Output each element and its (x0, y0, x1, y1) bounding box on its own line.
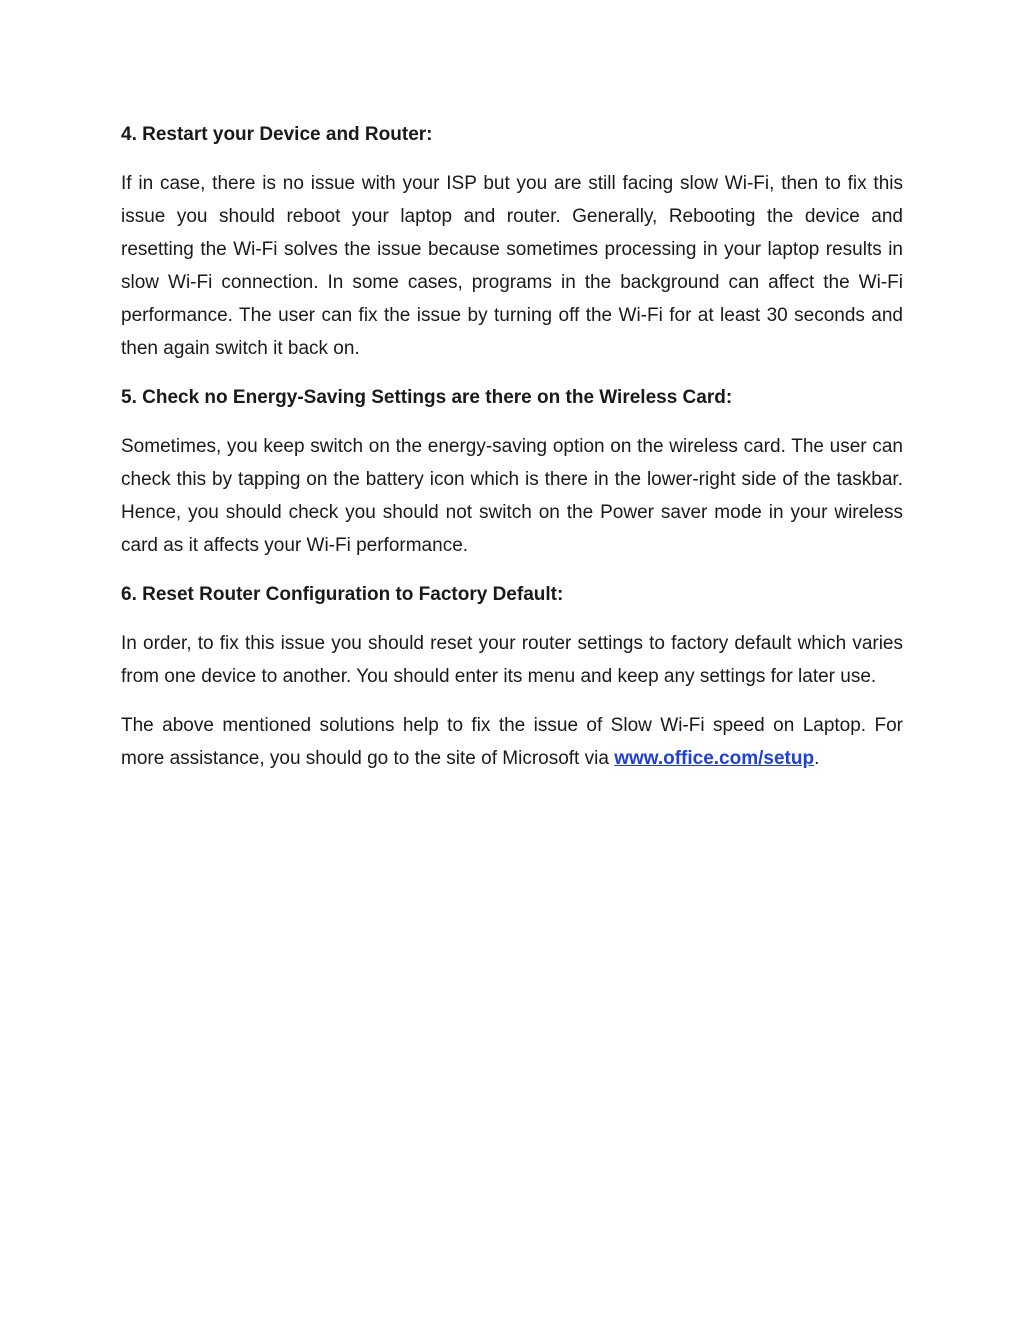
section-body-restart: If in case, there is no issue with your ISP but you are still facing slow Wi-Fi, then to fix this issue you should reboot your laptop and router. Generally, Rebooting the device and resetting the Wi-Fi solves the issue because sometimes processing in your laptop results in slow Wi-Fi connection. In some cases, programs in the background can affect the Wi-Fi performance. The user can fix the issue by turning off the Wi-Fi for at least 30 seconds and then again switch it back on. (121, 173, 903, 359)
section-heading-energy-saving: 5. Check no Energy-Saving Settings are there on the Wireless Card: (121, 387, 733, 408)
section-body-energy-saving: Sometimes, you keep switch on the energy-saving option on the wireless card. The user can check this by tapping on the battery icon which is there in the lower-right side of the taskbar. Hence, you should check you should not switch on the Power saver mode in your wireless card as it affects your Wi-Fi performance. (121, 436, 903, 556)
conclusion-paragraph (121, 709, 903, 775)
conclusion-text: The above mentioned solutions help to fix the issue of Slow Wi-Fi speed on Laptop. For more assistance, you should go to the site of Microsoft via (121, 715, 903, 769)
document-page (121, 118, 903, 791)
conclusion-trailing: . (814, 748, 820, 769)
office-setup-link[interactable]: www.office.com/setup (614, 748, 815, 769)
section-heading-reset-router: 6. Reset Router Configuration to Factory Default: (121, 584, 564, 605)
section-body-reset-router: In order, to fix this issue you should reset your router settings to factory default which varies from one device to another. You should enter its menu and keep any settings for later use. (121, 633, 903, 687)
section-heading-restart: 4. Restart your Device and Router: (121, 124, 433, 145)
